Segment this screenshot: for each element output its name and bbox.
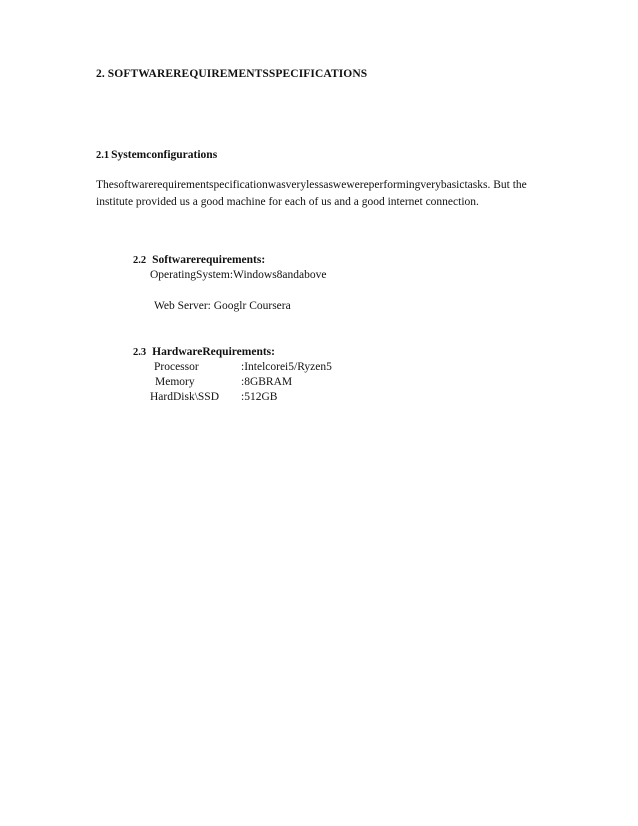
hardware-value: :8GBRAM bbox=[241, 376, 293, 388]
section-2-1-title: Systemconfigurations bbox=[111, 149, 218, 161]
section-2-1-paragraph bbox=[96, 177, 556, 211]
section-2-1-number: 2.1 bbox=[96, 150, 110, 161]
hardware-label: Processor bbox=[154, 361, 199, 373]
section-2-2-title: Softwarerequirements: bbox=[152, 254, 266, 266]
section-2-1-heading bbox=[96, 149, 217, 161]
section-2-3-title: HardwareRequirements: bbox=[152, 346, 275, 358]
paragraph-line: institute provided us a good machine for each of us and a good internet connection. bbox=[96, 196, 479, 208]
section-2-3-number: 2.3 bbox=[133, 347, 147, 358]
section-2-3-heading bbox=[133, 346, 275, 358]
operating-system-line: OperatingSystem:Windows8andabove bbox=[150, 269, 327, 281]
document-title: 2. SOFTWAREREQUIREMENTSSPECIFICATIONS bbox=[96, 68, 368, 80]
section-2-2-number: 2.2 bbox=[133, 255, 147, 266]
web-server-line: Web Server: Googlr Coursera bbox=[154, 300, 291, 312]
hardware-value: :512GB bbox=[241, 391, 278, 403]
paragraph-line: Thesoftwarerequirementspecificationwasverylessaswewereperformingverybasictasks. But the bbox=[96, 179, 527, 191]
hardware-value: :Intelcorei5/Ryzen5 bbox=[241, 361, 332, 373]
hardware-label: Memory bbox=[155, 376, 195, 388]
section-2-2-heading bbox=[133, 254, 265, 266]
hardware-label: HardDisk\SSD bbox=[150, 391, 220, 403]
